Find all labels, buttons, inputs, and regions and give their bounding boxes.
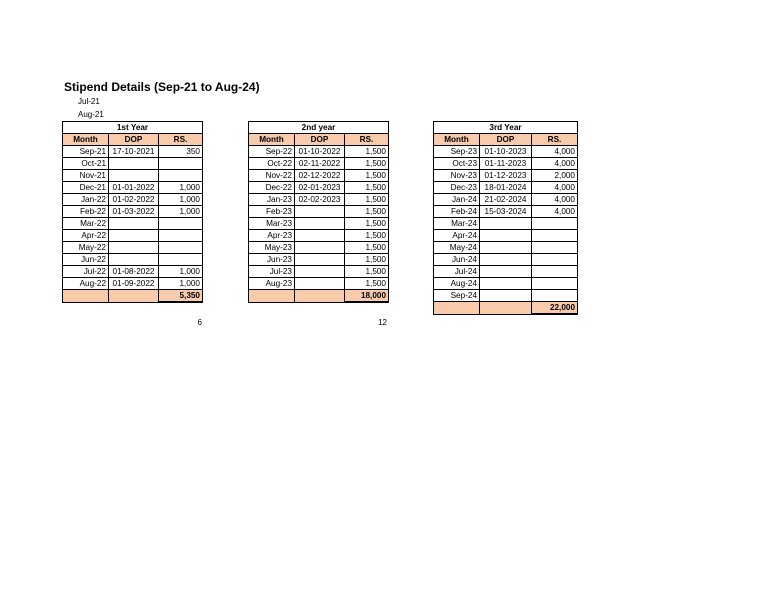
dop-cell: 02-01-2023 [295, 182, 345, 194]
second-year-table [248, 121, 389, 303]
month-cell: Sep-22 [249, 146, 295, 158]
month-column-header: Month [434, 134, 480, 146]
amount-cell: 1,500 [345, 206, 389, 218]
table-row [63, 242, 203, 254]
column-header-row [249, 134, 389, 146]
month-cell: Oct-21 [63, 158, 109, 170]
month-cell: Feb-23 [249, 206, 295, 218]
dop-cell: 18-01-2024 [480, 182, 532, 194]
amount-cell [532, 230, 578, 242]
dop-cell: 01-10-2022 [295, 146, 345, 158]
amount-cell: 1,500 [345, 266, 389, 278]
table-row [63, 146, 203, 158]
total-blank-cell [63, 290, 109, 303]
amount-cell: 4,000 [532, 158, 578, 170]
amount-cell [532, 266, 578, 278]
amount-cell: 1,000 [159, 278, 203, 290]
table-row [249, 254, 389, 266]
table-row [249, 278, 389, 290]
amount-cell: 4,000 [532, 146, 578, 158]
dop-cell [109, 218, 159, 230]
note-aug-21: Aug-21 [78, 110, 104, 119]
amount-cell: 1,500 [345, 146, 389, 158]
amount-cell [532, 290, 578, 302]
table-row [434, 242, 578, 254]
month-cell: May-22 [63, 242, 109, 254]
table-row [249, 206, 389, 218]
dop-cell [109, 242, 159, 254]
table-row [249, 266, 389, 278]
table-row [434, 290, 578, 302]
amount-cell: 1,500 [345, 278, 389, 290]
amount-cell [159, 218, 203, 230]
table-row [63, 194, 203, 206]
month-cell: Mar-23 [249, 218, 295, 230]
table-row [249, 182, 389, 194]
table-row [249, 158, 389, 170]
amount-cell: 1,500 [345, 230, 389, 242]
month-cell: Aug-24 [434, 278, 480, 290]
dop-cell [480, 254, 532, 266]
month-cell: Jun-24 [434, 254, 480, 266]
month-cell: Jul-24 [434, 266, 480, 278]
month-cell: Jan-24 [434, 194, 480, 206]
column-header-row [63, 134, 203, 146]
month-cell: Jul-23 [249, 266, 295, 278]
dop-cell [295, 206, 345, 218]
dop-cell: 15-03-2024 [480, 206, 532, 218]
dop-cell: 01-12-2023 [480, 170, 532, 182]
dop-cell [295, 254, 345, 266]
dop-cell: 01-02-2022 [109, 194, 159, 206]
amount-cell [159, 230, 203, 242]
dop-column-header: DOP [480, 134, 532, 146]
month-cell: Dec-22 [249, 182, 295, 194]
table-row [434, 254, 578, 266]
amount-cell: 4,000 [532, 194, 578, 206]
year-title: 2nd year [249, 122, 389, 134]
amount-cell: 1,000 [159, 266, 203, 278]
first-year-table [62, 121, 203, 303]
dop-cell: 21-02-2024 [480, 194, 532, 206]
third-year-table [433, 121, 578, 315]
amount-cell [532, 242, 578, 254]
month-cell: Jun-23 [249, 254, 295, 266]
rs-column-header: RS. [159, 134, 203, 146]
table-row [434, 218, 578, 230]
amount-cell: 1,500 [345, 242, 389, 254]
dop-cell [480, 266, 532, 278]
dop-cell [109, 230, 159, 242]
amount-cell: 1,000 [159, 182, 203, 194]
amount-cell: 1,500 [345, 254, 389, 266]
dop-cell: 01-11-2023 [480, 158, 532, 170]
month-cell: May-24 [434, 242, 480, 254]
month-cell: Feb-22 [63, 206, 109, 218]
month-cell: Jan-22 [63, 194, 109, 206]
month-cell: May-23 [249, 242, 295, 254]
amount-cell: 1,000 [159, 194, 203, 206]
total-amount: 18,000 [345, 290, 389, 303]
amount-cell: 1,500 [345, 158, 389, 170]
dop-cell [480, 242, 532, 254]
dop-cell [295, 218, 345, 230]
month-cell: Nov-22 [249, 170, 295, 182]
table-row [63, 266, 203, 278]
second-year-payment-count: 12 [378, 318, 387, 327]
amount-cell: 1,000 [159, 206, 203, 218]
amount-cell [159, 254, 203, 266]
dop-cell [480, 230, 532, 242]
amount-cell: 1,500 [345, 218, 389, 230]
table-row [63, 230, 203, 242]
table-row [434, 182, 578, 194]
table-row [249, 194, 389, 206]
month-cell: Aug-23 [249, 278, 295, 290]
dop-cell: 01-01-2022 [109, 182, 159, 194]
month-column-header: Month [63, 134, 109, 146]
dop-column-header: DOP [295, 134, 345, 146]
total-blank-cell [295, 290, 345, 303]
dop-cell: 02-11-2022 [295, 158, 345, 170]
amount-cell [532, 254, 578, 266]
dop-cell [480, 278, 532, 290]
total-blank-cell [434, 302, 480, 315]
total-amount: 22,000 [532, 302, 578, 315]
amount-cell: 4,000 [532, 182, 578, 194]
table-row [249, 230, 389, 242]
table-row [434, 158, 578, 170]
amount-cell: 1,500 [345, 182, 389, 194]
month-cell: Sep-23 [434, 146, 480, 158]
first-year-payment-count: 6 [197, 318, 202, 327]
month-cell: Sep-24 [434, 290, 480, 302]
total-row [434, 302, 578, 315]
table-row [63, 182, 203, 194]
month-cell: Jul-22 [63, 266, 109, 278]
dop-cell [109, 158, 159, 170]
dop-cell: 01-03-2022 [109, 206, 159, 218]
amount-cell [159, 158, 203, 170]
dop-cell [295, 278, 345, 290]
amount-cell: 1,500 [345, 194, 389, 206]
month-cell: Jan-23 [249, 194, 295, 206]
page-title: Stipend Details (Sep-21 to Aug-24) [64, 80, 260, 94]
total-row [249, 290, 389, 303]
year-title: 3rd Year [434, 122, 578, 134]
month-cell: Mar-24 [434, 218, 480, 230]
dop-cell [109, 170, 159, 182]
year-header-row [434, 122, 578, 134]
month-cell: Mar-22 [63, 218, 109, 230]
table-row [63, 278, 203, 290]
table-row [249, 242, 389, 254]
month-cell: Sep-21 [63, 146, 109, 158]
month-column-header: Month [249, 134, 295, 146]
month-cell: Apr-23 [249, 230, 295, 242]
dop-cell [109, 254, 159, 266]
dop-cell: 17-10-2021 [109, 146, 159, 158]
dop-cell: 01-10-2023 [480, 146, 532, 158]
month-cell: Jun-22 [63, 254, 109, 266]
rs-column-header: RS. [345, 134, 389, 146]
month-cell: Dec-21 [63, 182, 109, 194]
dop-cell [295, 242, 345, 254]
month-cell: Apr-22 [63, 230, 109, 242]
table-row [63, 218, 203, 230]
table-row [63, 158, 203, 170]
month-cell: Apr-24 [434, 230, 480, 242]
amount-cell [532, 278, 578, 290]
table-row [434, 206, 578, 218]
table-row [63, 206, 203, 218]
table-row [434, 278, 578, 290]
month-cell: Nov-23 [434, 170, 480, 182]
dop-cell [295, 230, 345, 242]
column-header-row [434, 134, 578, 146]
dop-cell [295, 266, 345, 278]
dop-column-header: DOP [109, 134, 159, 146]
table-row [249, 218, 389, 230]
table-row [249, 170, 389, 182]
table-row [434, 170, 578, 182]
table-row [63, 254, 203, 266]
table-row [249, 146, 389, 158]
amount-cell [532, 218, 578, 230]
month-cell: Oct-22 [249, 158, 295, 170]
table-row [434, 230, 578, 242]
table-row [434, 266, 578, 278]
table-row [63, 170, 203, 182]
month-cell: Oct-23 [434, 158, 480, 170]
dop-cell: 02-12-2022 [295, 170, 345, 182]
dop-cell [480, 290, 532, 302]
month-cell: Feb-24 [434, 206, 480, 218]
month-cell: Nov-21 [63, 170, 109, 182]
year-title: 1st Year [63, 122, 203, 134]
rs-column-header: RS. [532, 134, 578, 146]
total-blank-cell [249, 290, 295, 303]
total-row [63, 290, 203, 303]
amount-cell: 2,000 [532, 170, 578, 182]
note-jul-21: Jul-21 [78, 97, 100, 106]
total-blank-cell [109, 290, 159, 303]
amount-cell: 350 [159, 146, 203, 158]
dop-cell: 01-09-2022 [109, 278, 159, 290]
table-row [434, 194, 578, 206]
year-header-row [63, 122, 203, 134]
month-cell: Dec-23 [434, 182, 480, 194]
dop-cell [480, 218, 532, 230]
total-amount: 5,350 [159, 290, 203, 303]
table-row [434, 146, 578, 158]
amount-cell [159, 170, 203, 182]
dop-cell: 02-02-2023 [295, 194, 345, 206]
month-cell: Aug-22 [63, 278, 109, 290]
total-blank-cell [480, 302, 532, 315]
dop-cell: 01-08-2022 [109, 266, 159, 278]
amount-cell [159, 242, 203, 254]
amount-cell: 4,000 [532, 206, 578, 218]
amount-cell: 1,500 [345, 170, 389, 182]
year-header-row [249, 122, 389, 134]
